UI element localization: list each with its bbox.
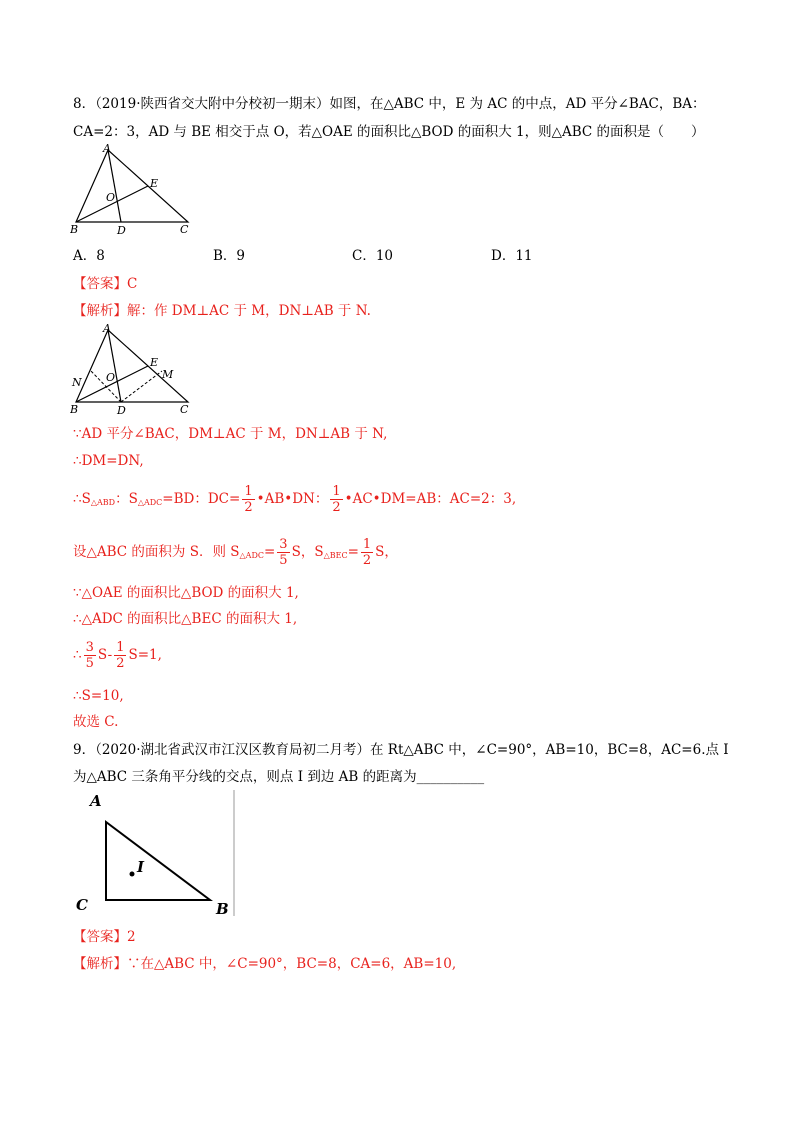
- q8-fig-label-c: C: [180, 223, 189, 236]
- fraction: $\frac{3}{5}$: [279, 537, 288, 568]
- fraction: $\frac{1}{2}$: [332, 484, 341, 515]
- q8-step1: ∵AD 平分∠BAC，DM⊥AC 于 M，DN⊥AB 于 N,: [73, 426, 388, 442]
- q9-analysis-tag: 【解析】: [73, 956, 127, 972]
- q9-fig-label-c: C: [76, 896, 88, 914]
- q9-fig-label-a: A: [90, 792, 102, 810]
- q8-solution-figure: [70, 320, 200, 415]
- q8-answer-value: C: [127, 276, 138, 292]
- q8-analysis-intro-line: [73, 302, 371, 320]
- q8-answer-line: [73, 275, 137, 293]
- q8-step6: ∴△ADC 的面积比△BEC 的面积大 1,: [73, 611, 298, 627]
- fraction: $\frac{1}{2}$: [116, 640, 125, 671]
- q8-sol-label-a: A: [103, 322, 111, 335]
- q8-step2: ∴DM=DN,: [73, 453, 144, 469]
- q9-answer-line: [73, 928, 136, 946]
- q8-option-a: A．8: [73, 248, 105, 264]
- q8-option-d: D．11: [491, 248, 533, 264]
- q8-answer-tag: 【答案】: [73, 276, 127, 292]
- q8-step9: 故选 C.: [73, 714, 119, 730]
- q8-sol-label-n: N: [72, 376, 82, 389]
- q9-fig-label-i: I: [137, 858, 145, 876]
- q9-analysis-text: ∵在△ABC 中，∠C=90°，BC=8，CA=6，AB=10,: [127, 956, 457, 972]
- q8-fig-label-d: D: [117, 224, 126, 237]
- fraction: $\frac{3}{5}$: [85, 640, 94, 671]
- q9-triangle-figure: [70, 788, 240, 920]
- q8-step3: $\therefore S_{\triangle ABD}$：$S_{\triangle ADC}=BD$：DC= $\frac{1}{2}$ •AB•DN： $\frac{1}{2}$ •AC•DM=AB：AC=2：3,: [73, 484, 517, 515]
- fraction: $\frac{1}{2}$: [244, 484, 253, 515]
- q8-sol-label-b: B: [70, 403, 79, 415]
- q8-sol-label-c: C: [180, 403, 189, 415]
- q9-fig-label-b: B: [216, 900, 229, 918]
- q9-answer-tag: 【答案】: [73, 929, 127, 945]
- q8-stem-line1: 8．（2019·陕西省交大附中分校初一期末）如图，在△ABC 中，E 为 AC 的中点，AD 平分∠BAC，BA：: [73, 96, 706, 112]
- q8-fig-label-e: E: [150, 177, 159, 190]
- q8-sol-label-d: D: [117, 404, 126, 415]
- q8-option-c: C．10: [352, 248, 394, 264]
- q8-analysis-intro: 解：作 DM⊥AC 于 M，DN⊥AB 于 N.: [127, 303, 371, 319]
- q9-analysis-line: [73, 955, 456, 973]
- q8-triangle-figure: [70, 142, 200, 237]
- q9-answer-value: 2: [127, 929, 136, 945]
- q9-stem-line1: 9．（2020·湖北省武汉市江汉区教育局初二月考）在 Rt△ABC 中，∠C=90°，AB=10，BC=8，AC=6.点 I: [73, 742, 729, 758]
- q8-stem-line2: CA=2：3，AD 与 BE 相交于点 O，若△OAE 的面积比△BOD 的面积大 1，则△ABC 的面积是（ ）: [73, 124, 705, 140]
- q8-step4: 设△ABC 的面积为 S．则 $S_{\triangle ADC}=$ $\frac{3}{5}$ S，$S_{\triangle BEC}=$ $\frac{1}{2}$ S，: [73, 537, 398, 568]
- q8-step5: ∵△OAE 的面积比△BOD 的面积大 1,: [73, 585, 299, 601]
- q8-option-b: B．9: [213, 248, 246, 264]
- q8-step7: ∴ $\frac{3}{5}$ S- $\frac{1}{2}$ S=1,: [73, 640, 162, 671]
- q8-sol-label-e: E: [150, 356, 159, 369]
- q8-analysis-tag: 【解析】: [73, 303, 127, 319]
- q8-fig-label-a: A: [103, 142, 111, 155]
- q9-stem-line2: 为△ABC 三条角平分线的交点，则点 I 到边 AB 的距离为__________: [73, 769, 485, 785]
- fraction: $\frac{1}{2}$: [362, 537, 372, 568]
- q8-fig-label-b: B: [70, 223, 79, 236]
- q8-step8: ∴S=10,: [73, 688, 124, 704]
- q8-fig-label-o: O: [106, 191, 116, 204]
- q8-sol-label-o: O: [106, 371, 116, 384]
- q8-sol-label-m: M: [162, 368, 174, 381]
